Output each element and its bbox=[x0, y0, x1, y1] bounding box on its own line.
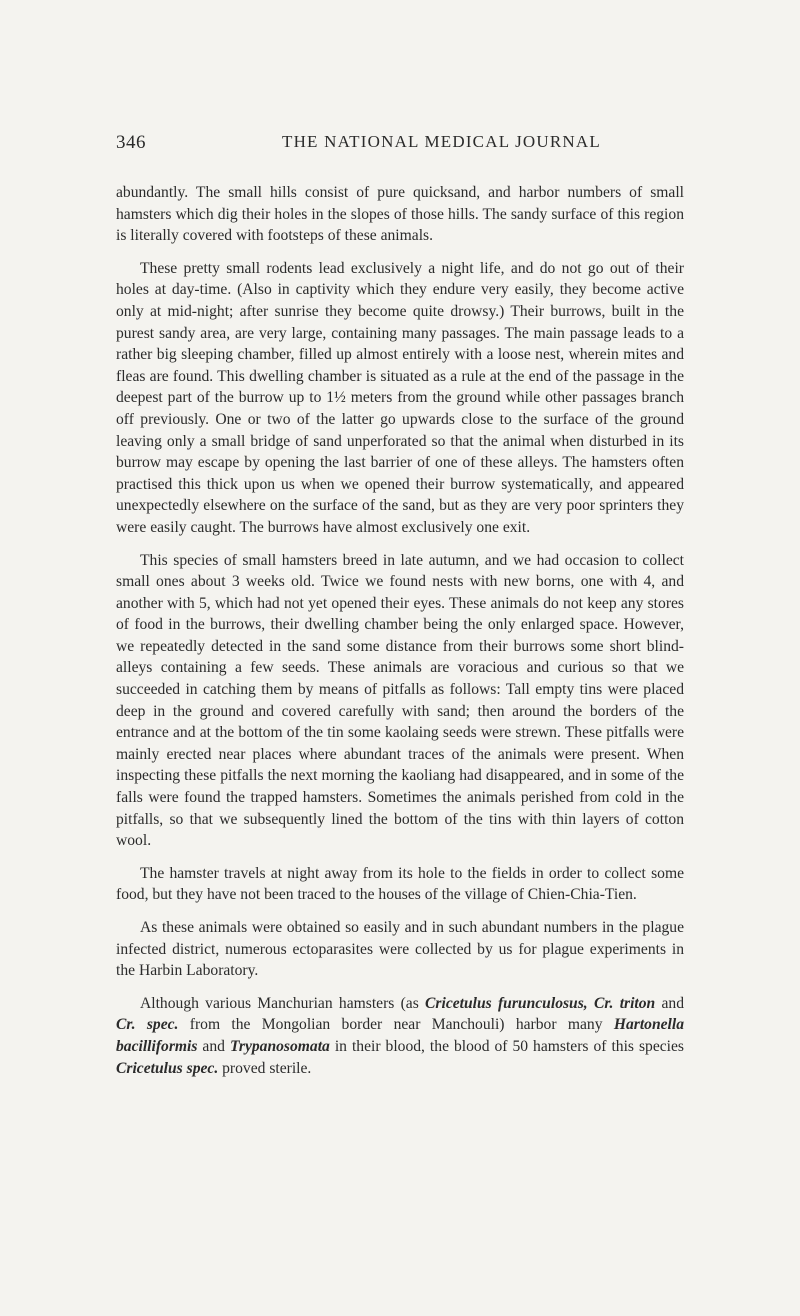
page-number: 346 bbox=[116, 132, 146, 153]
text-run: from the Mongolian border near Manchouli) harbor many bbox=[178, 1016, 614, 1034]
paragraph: As these animals were obtained so easily and in such abundant numbers in the plague infected district, numerous ectoparasites were collected by us for plague experiments in the Harbin Laboratory. bbox=[116, 919, 684, 980]
text-run: in their blood, the blood of 50 hamsters of this species bbox=[329, 1037, 684, 1055]
article-body bbox=[116, 182, 684, 1090]
paragraph-final bbox=[116, 993, 684, 1079]
running-head: THE NATIONAL MEDICAL JOURNAL bbox=[282, 132, 601, 151]
text-run: proved sterile. bbox=[218, 1059, 312, 1077]
species-name: Cr. spec. bbox=[116, 1016, 179, 1034]
paragraph: This species of small hamsters breed in late autumn, and we had occasion to collect small ones about 3 weeks old. Twice we found nests with new borns, one with 4, and another with 5, which had not yet opened their eyes. These animals do not keep any stores of food in the burrows, their dwelling chamber being the only enlarged space. However, we repeatedly detected in the sand some distance from their burrows some short blind-alleys containing a few seeds. These animals are voracious and curious so that we succeeded in catching them by means of pitfalls as follows: Tall empty tins were placed deep in the ground and covered carefully with sand; then around the borders of the entrance and at the bottom of the tin some kaolaing seeds were strewn. These pitfalls were mainly erected near places where abundant traces of the animals were present. When inspecting these pitfalls the next morning the kaoliang had disappeared, and in some of the falls were found the trapped hamsters. Sometimes the animals perished from cold in the pitfalls, so that we subsequently lined the bottom of the tins with thin layers of cotton wool. bbox=[116, 551, 684, 850]
page-header bbox=[116, 132, 676, 160]
species-name: Trypanosomata bbox=[229, 1037, 330, 1055]
text-run: Although various Manchurian hamsters (as bbox=[140, 994, 426, 1012]
species-name: Hartonella bacilliformis bbox=[116, 1016, 685, 1055]
paragraph: abundantly. The small hills consist of pure quicksand, and harbor numbers of small hamsters which dig their holes in the slopes of those hills. The sandy surface of this region is literally covered with footsteps of these animals. bbox=[116, 184, 684, 245]
text-run: and bbox=[197, 1037, 230, 1055]
species-name: Cricetulus furunculosus, Cr. triton bbox=[425, 994, 656, 1012]
paragraph: The hamster travels at night away from its hole to the fields in order to collect some food, but they have not been traced to the houses of the village of Chien-Chia-Tien. bbox=[116, 864, 684, 904]
text-run: and bbox=[655, 994, 684, 1012]
species-name: Cricetulus spec. bbox=[116, 1059, 219, 1077]
paragraph: These pretty small rodents lead exclusively a night life, and do not go out of their holes at day-time. (Also in captivity which they endure very easily, they become active only at mid-night; after sunrise they become quite drowsy.) Their burrows, built in the purest sandy area, are very large, containing many passages. The main passage leads to a rather big sleeping chamber, filled up almost entirely with a loose nest, wherein mites and fleas are found. This dwelling chamber is situated as a rule at the end of the passage in the deepest part of the burrow up to 1½ meters from the ground while other passages branch off previously. One or two of the latter go upwards close to the surface of the ground leaving only a small bridge of sand unperforated so that the animal when disturbed in its burrow may escape by opening the last barrier of one of these alleys. The hamsters often practised this thick upon us when we opened their burrow systematically, and appeared unexpectedly elsewhere on the surface of the sand, but as they are very poor sprinters they were easily caught. The burrows have almost exclusively one exit. bbox=[116, 259, 684, 536]
